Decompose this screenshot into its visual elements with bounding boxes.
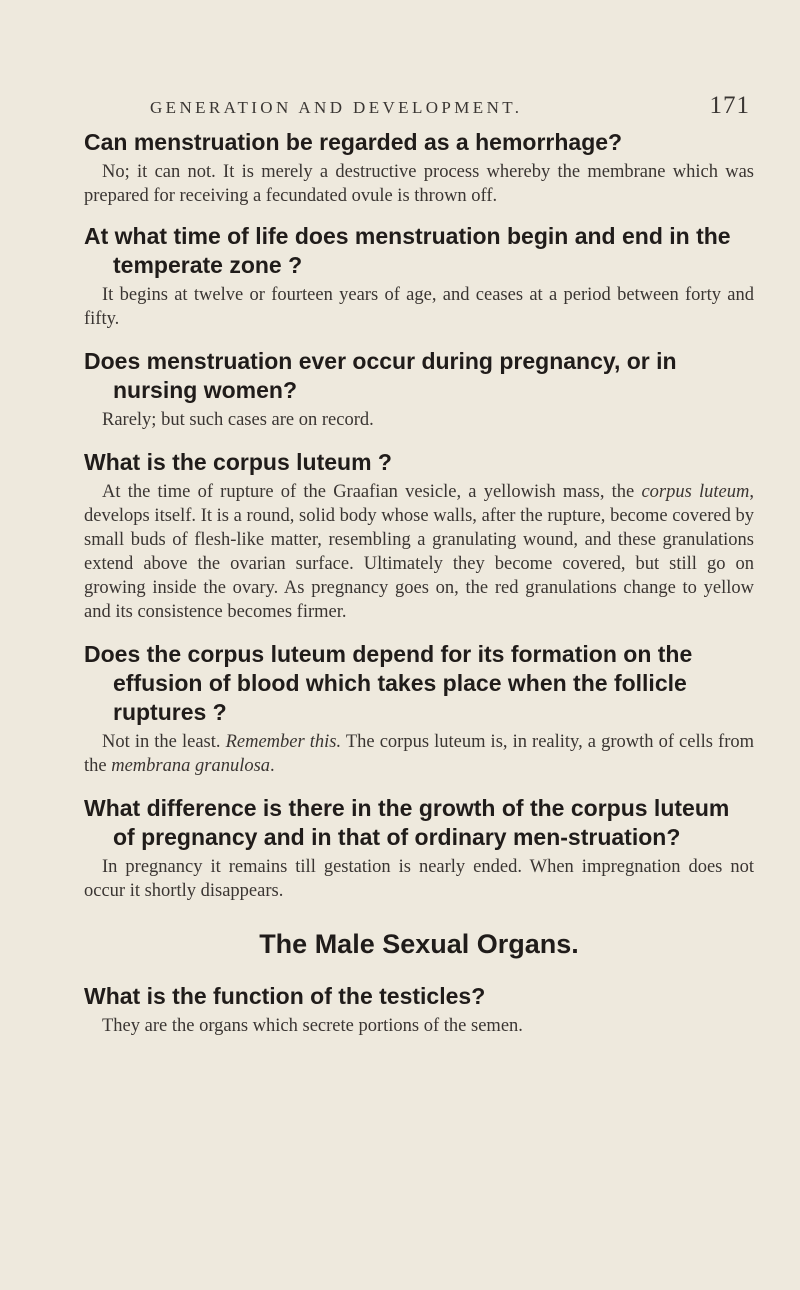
- answer: In pregnancy it remains till gestation is nearly ended. When impregnation does not occur it shortly disappears.: [84, 857, 754, 901]
- qa-block: [84, 347, 754, 432]
- answer: No; it can not. It is merely a destructive process whereby the membrane which was prepared for receiving a fecundated ovule is thrown off.: [84, 162, 754, 206]
- qa-block: [84, 222, 754, 331]
- question: What difference is there in the growth of the corpus luteum of pregnancy and in that of ordinary men-struation?: [84, 795, 730, 850]
- answer: It begins at twelve or fourteen years of age, and ceases at a period between forty and fifty.: [84, 285, 754, 329]
- answer: Rarely; but such cases are on record.: [102, 410, 374, 430]
- question: What is the corpus luteum ?: [84, 449, 392, 475]
- answer-text: , develops itself. It is a round, solid body whose walls, after the rupture, become covered by small buds of flesh-like matter, resembling a granulating wound, and these granulations extend above the ovarian surface. Ultimately they become covered, but still go on growing inside the ovary. As pregnancy goes on, the red granulations change to yellow and its consistence becomes firmer.: [84, 482, 754, 622]
- running-title: GENERATION AND DEVELOPMENT.: [150, 98, 523, 117]
- running-head: [150, 92, 750, 120]
- page-number: 171: [709, 92, 750, 119]
- answer: They are the organs which secrete portions of the semen.: [102, 1016, 523, 1036]
- question: Does menstruation ever occur during pregnancy, or in nursing women?: [84, 348, 677, 403]
- answer-text: .: [270, 756, 275, 776]
- answer-emphasis: Remember this.: [225, 732, 342, 752]
- qa-block: [84, 128, 754, 208]
- answer: [84, 730, 754, 778]
- answer: [84, 480, 754, 624]
- qa-block: [84, 982, 754, 1038]
- answer-text: The corpus luteum is, in reality, a growth of cells from the: [84, 732, 754, 776]
- qa-block: [84, 448, 754, 624]
- answer-emphasis: corpus luteum: [641, 482, 750, 502]
- answer-text: At the time of rupture of the Graafian vesicle, a yellowish mass, the: [102, 482, 642, 502]
- question: Can menstruation be regarded as a hemorrhage?: [84, 129, 623, 155]
- page-content: [84, 128, 754, 1054]
- answer-emphasis: membrana granulosa: [111, 756, 271, 776]
- section-heading: The Male Sexual Organs.: [259, 929, 579, 959]
- qa-block: [84, 640, 754, 778]
- question: What is the function of the testicles?: [84, 983, 486, 1009]
- question: Does the corpus luteum depend for its formation on the effusion of blood which takes place when the follicle ruptures ?: [84, 641, 693, 725]
- qa-block: [84, 794, 754, 903]
- answer-text: Not in the least.: [102, 732, 226, 752]
- question: At what time of life does menstruation begin and end in the temperate zone ?: [84, 223, 731, 278]
